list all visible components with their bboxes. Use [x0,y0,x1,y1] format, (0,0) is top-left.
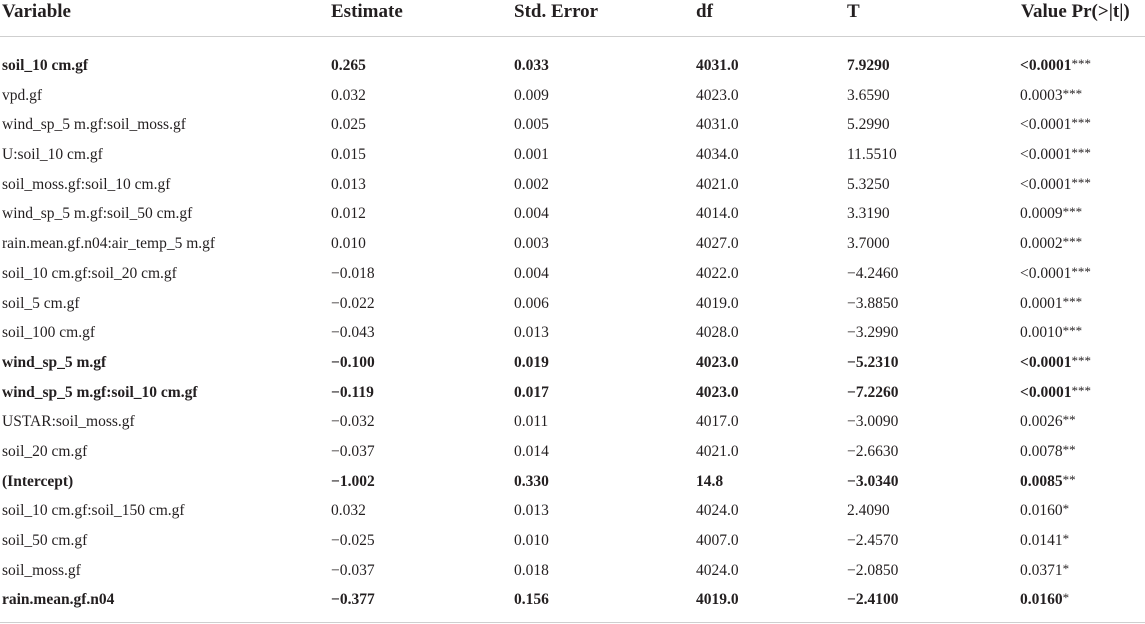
significance-marker: *** [1071,115,1091,131]
cell-variable: wind_sp_5 m.gf:soil_moss.gf [2,116,186,134]
cell-std-error: 0.009 [514,86,549,104]
cell-p-value [1020,556,1069,585]
cell-std-error: 0.017 [514,383,549,401]
cell-variable: (Intercept) [2,472,74,490]
cell-df: 4017.0 [696,413,739,431]
cell-std-error: 0.006 [514,294,549,312]
cell-std-error: 0.004 [514,205,549,223]
cell-p-value [1020,170,1091,199]
cell-std-error: 0.011 [514,413,549,431]
cell-t: −3.8850 [847,294,899,312]
cell-p-value [1020,467,1076,496]
cell-variable: U:soil_10 cm.gf [2,146,103,164]
p-value-text: 0.0141 [1020,532,1063,549]
column-header-std-error: Std. Error [514,1,599,22]
table-row [0,437,1145,467]
cell-std-error: 0.019 [514,353,549,371]
column-header-p-value: Value Pr(>|t|) [1021,1,1130,22]
table-row [0,289,1145,319]
cell-t: 5.3250 [847,175,890,193]
cell-p-value [1020,348,1091,377]
significance-marker: *** [1071,145,1091,161]
significance-marker: ** [1062,441,1076,457]
cell-t: 5.2990 [847,116,890,134]
cell-estimate: 0.025 [331,116,366,134]
cell-estimate: −0.100 [331,353,375,371]
p-value-text: 0.0160 [1020,502,1063,520]
cell-t: −4.2460 [847,264,899,282]
cell-std-error: 0.010 [514,532,549,549]
cell-df: 4019.0 [696,591,739,609]
table-row [0,348,1145,378]
cell-t: 2.4090 [847,502,890,520]
table-row [0,496,1145,526]
table-row [0,407,1145,437]
significance-marker: *** [1062,293,1083,309]
cell-variable: soil_10 cm.gf:soil_150 cm.gf [2,502,185,520]
cell-p-value [1020,496,1069,525]
cell-p-value [1020,259,1091,288]
cell-p-value [1020,407,1076,436]
cell-df: 4024.0 [696,561,739,579]
significance-marker: * [1062,501,1070,517]
table-row [0,199,1145,229]
significance-marker: ** [1062,471,1076,487]
cell-df: 4021.0 [696,175,739,193]
table-row [0,318,1145,348]
cell-std-error: 0.013 [514,324,549,342]
table-row [0,556,1145,586]
cell-estimate: 0.265 [331,57,366,74]
cell-estimate: −0.037 [331,442,375,460]
cell-variable: wind_sp_5 m.gf:soil_50 cm.gf [2,205,193,223]
cell-estimate: −0.043 [331,324,375,342]
cell-p-value [1020,437,1076,466]
cell-variable: wind_sp_5 m.gf:soil_10 cm.gf [2,383,198,401]
cell-t: −5.2310 [847,353,899,371]
cell-estimate: 0.012 [331,205,366,223]
cell-variable: soil_10 cm.gf [2,57,89,74]
cell-estimate: 0.010 [331,235,366,253]
column-header-t: T [847,1,860,22]
p-value-text: 0.0371 [1020,561,1063,579]
table-row [0,467,1145,497]
cell-estimate: −0.032 [331,413,375,431]
cell-df: 14.8 [696,472,724,490]
cell-p-value [1020,110,1091,139]
cell-df: 4023.0 [696,353,739,371]
p-value-text: <0.0001 [1020,116,1072,134]
cell-t: 3.7000 [847,235,890,253]
table-row [0,259,1145,289]
cell-p-value [1020,585,1069,614]
cell-t: 7.9290 [847,57,890,74]
cell-df: 4027.0 [696,235,739,253]
significance-marker: *** [1062,323,1083,339]
cell-p-value [1020,318,1082,347]
cell-df: 4022.0 [696,264,739,282]
cell-variable: soil_50 cm.gf [2,532,88,549]
cell-std-error: 0.014 [514,442,549,460]
significance-marker: *** [1071,174,1091,190]
cell-df: 4019.0 [696,294,739,312]
p-value-text: 0.0010 [1020,324,1063,342]
cell-estimate: −0.119 [331,383,374,401]
cell-estimate: 0.032 [331,86,366,104]
cell-std-error: 0.033 [514,57,549,74]
significance-marker: * [1062,531,1070,546]
cell-df: 4014.0 [696,205,739,223]
cell-t: −2.6630 [847,442,899,460]
p-value-text: <0.0001 [1020,146,1072,164]
cell-df: 4023.0 [696,86,739,104]
cell-std-error: 0.013 [514,502,549,520]
cell-variable: soil_5 cm.gf [2,294,80,312]
table-header-row [0,0,1145,30]
cell-df: 4021.0 [696,442,739,460]
table-bottom-divider [0,622,1145,623]
cell-p-value [1020,378,1091,407]
cell-df: 4023.0 [696,383,739,401]
significance-marker: *** [1062,204,1083,220]
p-value-text: <0.0001 [1020,57,1072,74]
cell-estimate: −0.377 [331,591,375,609]
significance-marker: * [1062,590,1070,606]
cell-t: −3.2990 [847,324,899,342]
table-row [0,378,1145,408]
p-value-text: 0.0026 [1020,413,1063,431]
p-value-text: 0.0001 [1020,294,1063,312]
cell-std-error: 0.001 [514,146,549,164]
cell-df: 4007.0 [696,532,739,549]
cell-std-error: 0.018 [514,561,549,579]
cell-variable: soil_100 cm.gf [2,324,95,342]
table-row [0,585,1145,615]
p-value-text: <0.0001 [1020,175,1072,193]
cell-p-value [1020,526,1069,555]
table-row [0,170,1145,200]
cell-estimate: −0.037 [331,561,375,579]
column-header-variable: Variable [2,1,71,22]
table-row [0,526,1145,556]
significance-marker: *** [1062,85,1083,101]
cell-estimate: 0.015 [331,146,366,164]
cell-estimate: −0.018 [331,264,375,282]
cell-variable: rain.mean.gf.n04 [2,591,115,609]
cell-std-error: 0.330 [514,472,549,490]
cell-df: 4031.0 [696,57,739,74]
cell-p-value [1020,51,1091,80]
p-value-text: 0.0009 [1020,205,1063,223]
p-value-text: 0.0003 [1020,86,1063,104]
cell-variable: soil_10 cm.gf:soil_20 cm.gf [2,264,177,282]
significance-marker: *** [1071,352,1091,368]
cell-p-value [1020,140,1091,169]
significance-marker: *** [1062,234,1083,250]
p-value-text: 0.0002 [1020,235,1063,253]
p-value-text: 0.0078 [1020,442,1063,460]
cell-t: −2.0850 [847,561,899,579]
header-divider [0,36,1145,37]
cell-t: −2.4100 [847,591,899,609]
cell-variable: vpd.gf [2,86,43,104]
cell-p-value [1020,199,1082,228]
cell-df: 4028.0 [696,324,739,342]
cell-std-error: 0.003 [514,235,549,253]
significance-marker: ** [1062,412,1076,428]
significance-marker: * [1062,560,1070,576]
cell-t: −7.2260 [847,383,899,401]
table-row [0,51,1145,81]
table-row [0,140,1145,170]
cell-std-error: 0.002 [514,175,549,193]
cell-variable: rain.mean.gf.n04:air_temp_5 m.gf [2,235,216,253]
cell-t: −2.4570 [847,532,899,549]
cell-variable: USTAR:soil_moss.gf [2,413,135,431]
p-value-text: <0.0001 [1020,353,1072,371]
table-row [0,229,1145,259]
table-row [0,81,1145,111]
cell-df: 4031.0 [696,116,739,134]
p-value-text: <0.0001 [1020,264,1072,282]
cell-variable: soil_moss.gf [2,561,81,579]
cell-variable: wind_sp_5 m.gf [2,353,107,371]
cell-std-error: 0.005 [514,116,549,134]
cell-t: 3.3190 [847,205,890,223]
cell-p-value [1020,229,1082,258]
cell-estimate: −0.022 [331,294,375,312]
cell-estimate: −1.002 [331,472,375,490]
cell-std-error: 0.156 [514,591,549,609]
cell-t: 11.5510 [847,146,897,164]
cell-t: −3.0090 [847,413,899,431]
cell-variable: soil_20 cm.gf [2,442,88,460]
significance-marker: *** [1071,382,1091,398]
p-value-text: 0.0160 [1020,591,1063,609]
p-value-text: 0.0085 [1020,472,1063,490]
cell-estimate: 0.013 [331,175,366,193]
cell-variable: soil_moss.gf:soil_10 cm.gf [2,175,171,193]
cell-estimate: 0.032 [331,502,366,520]
table-body [0,51,1145,615]
cell-std-error: 0.004 [514,264,549,282]
cell-p-value [1020,81,1082,110]
cell-df: 4024.0 [696,502,739,520]
significance-marker: *** [1071,263,1091,279]
table-row [0,110,1145,140]
p-value-text: <0.0001 [1020,383,1072,401]
column-header-df: df [696,1,713,22]
cell-t: 3.6590 [847,86,890,104]
cell-df: 4034.0 [696,146,739,164]
cell-estimate: −0.025 [331,532,375,549]
column-header-estimate: Estimate [331,1,403,22]
cell-p-value [1020,289,1082,318]
cell-t: −3.0340 [847,472,899,490]
significance-marker: *** [1071,56,1091,71]
